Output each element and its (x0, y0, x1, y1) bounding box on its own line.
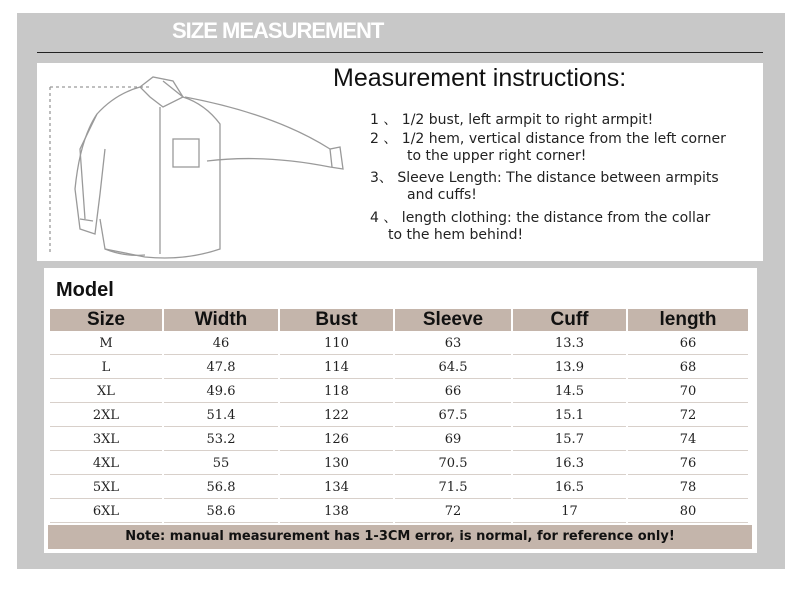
length-cell: 72 (628, 405, 748, 427)
table-row (50, 333, 748, 355)
cuff-cell: 15.1 (513, 405, 626, 427)
size-table (48, 307, 750, 525)
bust-cell: 118 (280, 381, 393, 403)
table-header-row (50, 309, 748, 331)
sleeve-cell: 70.5 (395, 453, 511, 475)
sleeve-cell: 66 (395, 381, 511, 403)
length-cell: 66 (628, 333, 748, 355)
size-cell: M (50, 333, 162, 355)
cuff-cell: 17 (513, 501, 626, 523)
shirt-diagram-icon (45, 69, 345, 259)
sleeve-cell: 69 (395, 429, 511, 451)
sleeve-cell: 64.5 (395, 357, 511, 379)
bust-cell: 122 (280, 405, 393, 427)
cuff-cell: 15.7 (513, 429, 626, 451)
column-header: Cuff (513, 309, 626, 331)
bust-cell: 134 (280, 477, 393, 499)
table-body (50, 333, 748, 523)
size-cell: 2XL (50, 405, 162, 427)
measurement-note: Note: manual measurement has 1-3CM error, is normal, for reference only! (48, 525, 752, 549)
length-cell: 74 (628, 429, 748, 451)
divider (37, 52, 763, 53)
width-cell: 55 (164, 453, 278, 475)
size-cell: 6XL (50, 501, 162, 523)
width-cell: 49.6 (164, 381, 278, 403)
sleeve-cell: 67.5 (395, 405, 511, 427)
column-header: length (628, 309, 748, 331)
table-row (50, 501, 748, 523)
size-cell: 4XL (50, 453, 162, 475)
banner-title: SIZE MEASUREMENT (172, 18, 384, 43)
column-header: Size (50, 309, 162, 331)
instruction-line: and cuffs! (407, 187, 477, 203)
table-row (50, 381, 748, 403)
bust-cell: 130 (280, 453, 393, 475)
instruction-line: 2 、 1/2 hem, vertical distance from the left corner (370, 131, 726, 147)
instruction-line: 3、 Sleeve Length: The distance between armpits (370, 170, 719, 186)
table-row (50, 357, 748, 379)
width-cell: 56.8 (164, 477, 278, 499)
length-cell: 68 (628, 357, 748, 379)
size-cell: 5XL (50, 477, 162, 499)
length-cell: 80 (628, 501, 748, 523)
cuff-cell: 16.5 (513, 477, 626, 499)
instruction-line: 1 、 1/2 bust, left armpit to right armpit! (370, 112, 654, 128)
width-cell: 46 (164, 333, 278, 355)
sleeve-cell: 71.5 (395, 477, 511, 499)
bust-cell: 110 (280, 333, 393, 355)
bust-cell: 114 (280, 357, 393, 379)
width-cell: 47.8 (164, 357, 278, 379)
width-cell: 51.4 (164, 405, 278, 427)
cuff-cell: 13.9 (513, 357, 626, 379)
model-label: Model (56, 279, 114, 301)
length-cell: 76 (628, 453, 748, 475)
table-row (50, 453, 748, 475)
column-header: Width (164, 309, 278, 331)
cuff-cell: 14.5 (513, 381, 626, 403)
length-cell: 78 (628, 477, 748, 499)
size-cell: L (50, 357, 162, 379)
cuff-cell: 13.3 (513, 333, 626, 355)
size-cell: 3XL (50, 429, 162, 451)
width-cell: 53.2 (164, 429, 278, 451)
sleeve-cell: 63 (395, 333, 511, 355)
instruction-line: to the hem behind! (388, 227, 524, 243)
size-cell: XL (50, 381, 162, 403)
column-header: Bust (280, 309, 393, 331)
table-row (50, 429, 748, 451)
instructions-title: Measurement instructions: (333, 64, 627, 92)
length-cell: 70 (628, 381, 748, 403)
bust-cell: 126 (280, 429, 393, 451)
sleeve-cell: 72 (395, 501, 511, 523)
table-row (50, 405, 748, 427)
bust-cell: 138 (280, 501, 393, 523)
instruction-line: to the upper right corner! (407, 148, 587, 164)
cuff-cell: 16.3 (513, 453, 626, 475)
width-cell: 58.6 (164, 501, 278, 523)
table-row (50, 477, 748, 499)
instruction-line: 4 、 length clothing: the distance from the collar (370, 210, 711, 226)
column-header: Sleeve (395, 309, 511, 331)
